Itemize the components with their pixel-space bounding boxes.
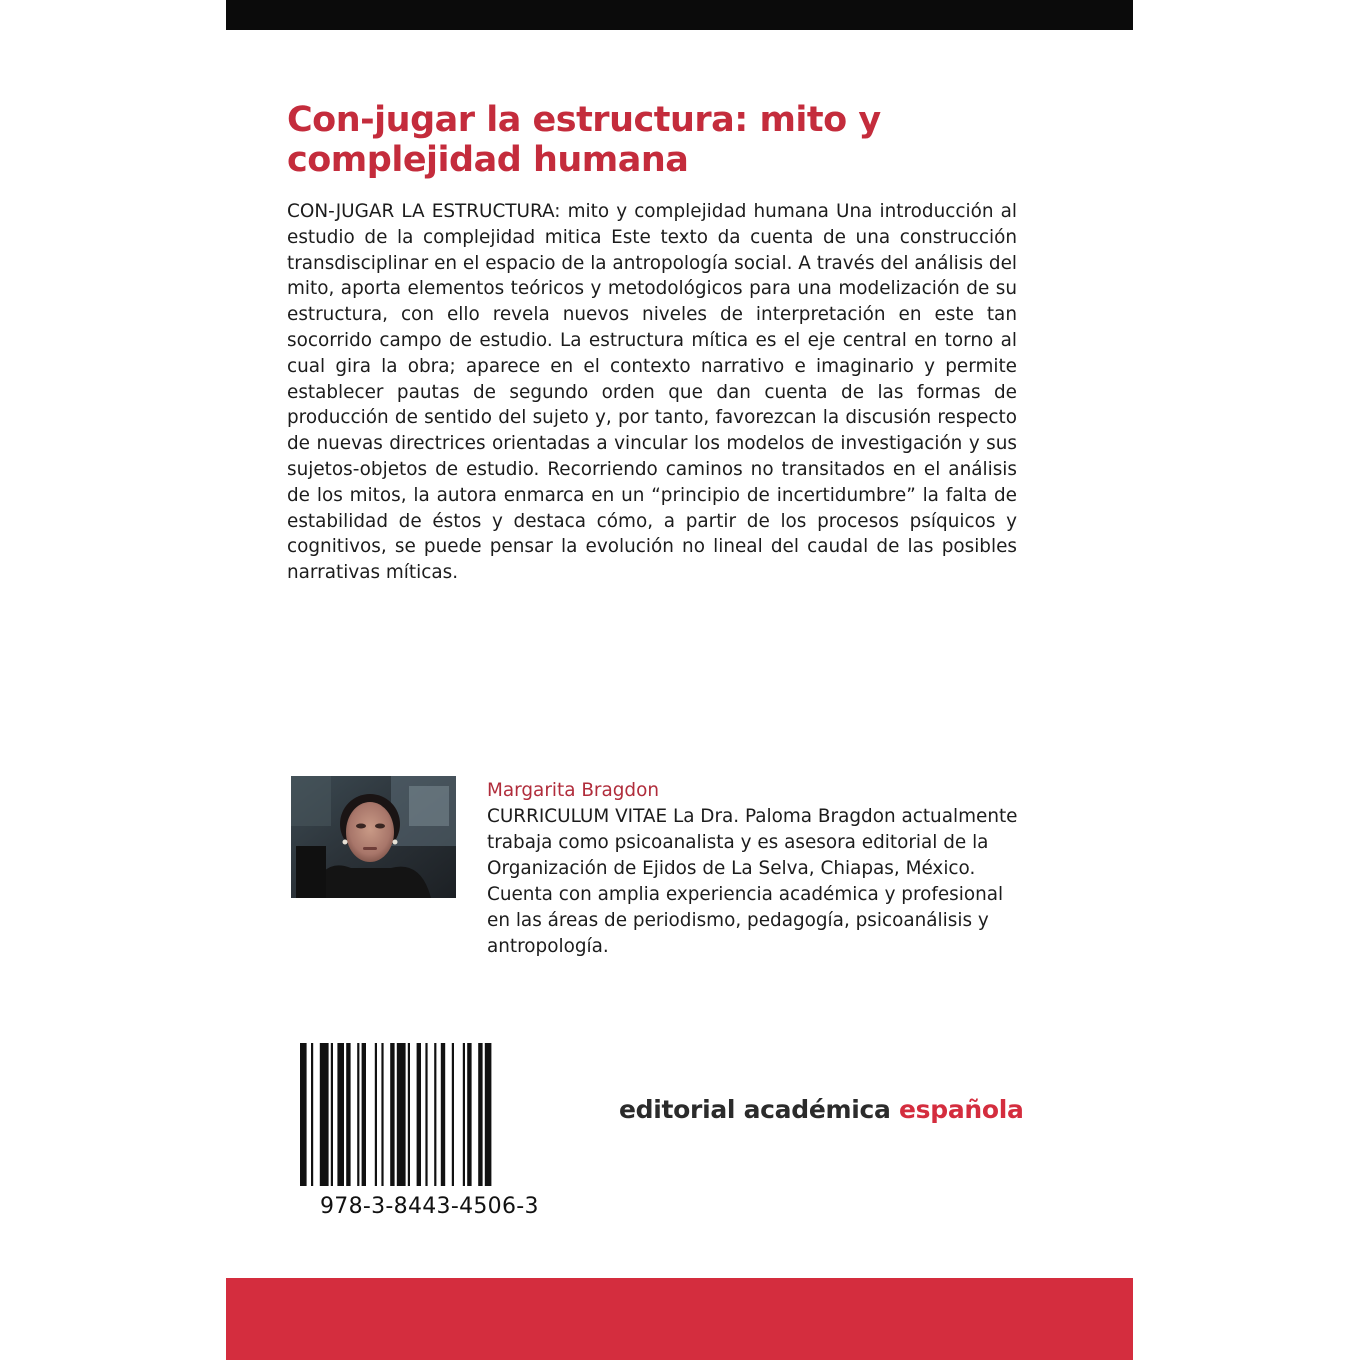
- barcode-bar: [362, 1043, 366, 1186]
- barcode-bar: [337, 1043, 344, 1186]
- barcode-bar: [300, 1043, 307, 1186]
- barcode-bar: [375, 1043, 377, 1186]
- top-black-band: [226, 0, 1133, 30]
- publisher-logo-text: [619, 1095, 1024, 1124]
- barcode-bar: [346, 1043, 350, 1186]
- barcode-bar: [425, 1043, 427, 1186]
- barcode-bar: [408, 1043, 410, 1186]
- author-portrait-image: [291, 776, 456, 898]
- barcode-bar: [390, 1043, 394, 1186]
- barcode-bar: [485, 1043, 492, 1186]
- barcode-bar: [357, 1043, 359, 1186]
- publisher-name-accent: española: [899, 1095, 1024, 1124]
- author-name: Margarita Bragdon: [487, 780, 660, 801]
- isbn-number: 978-3-8443-4506-3: [320, 1194, 539, 1219]
- isbn-barcode: [300, 1043, 566, 1186]
- bottom-red-band: [226, 1278, 1133, 1360]
- barcode-bar: [452, 1043, 454, 1186]
- barcode-bar: [463, 1043, 465, 1186]
- book-title: Con-jugar la estructura: mito y complejidad humana: [287, 100, 881, 180]
- barcode-bar: [434, 1043, 436, 1186]
- book-blurb: CON-JUGAR LA ESTRUCTURA: mito y complejidad humana Una introducción al estudio de la complejidad mitica Este texto da cuenta de una construcción transdisciplinar en el espacio de la antropología social. A través del análisis del mito, aporta elementos teóricos y metodológicos para una modelización de su estructura, con ello revela nuevos niveles de interpretación en este tan socorrido campo de estudio. La estructura mítica es el eje central en torno al cual gira la obra; aparece en el contexto narrativo e imaginario y permite establecer pautas de segundo orden que dan cuenta de las formas de producción de sentido del sujeto y, por tanto, favorezcan la discusión respecto de nuevas directrices orientadas a vincular los modelos de investigación y sus sujetos-objetos de estudio. Recorriendo caminos no transitados en el análisis de los mitos, la autora enmarca en un “principio de incertidumbre” la falta de estabilidad de éstos y destaca cómo, a partir de los procesos psíquicos y cognitivos, se puede pensar la evolución no lineal del caudal de las posibles narrativas míticas.: [287, 201, 1017, 584]
- barcode-bar: [331, 1043, 333, 1186]
- author-bio: CURRICULUM VITAE La Dra. Paloma Bragdon actualmente trabaja como psicoanalista y es asesora editorial de la Organización de Ejidos de La Selva, Chiapas, México. Cuenta con amplia experiencia académica y profesional en las áreas de periodismo, pedagogía, psicoanálisis y antropología.: [487, 806, 1018, 957]
- book-back-cover: [226, 0, 1133, 1360]
- barcode-bar: [478, 1043, 482, 1186]
- barcode-bar: [417, 1043, 421, 1186]
- publisher-name-main: editorial académica: [619, 1095, 891, 1124]
- barcode-bar: [320, 1043, 329, 1186]
- barcode-bar: [311, 1043, 313, 1186]
- barcode-bar: [397, 1043, 406, 1186]
- author-photo: [291, 776, 456, 898]
- barcode-bar: [381, 1043, 383, 1186]
- barcode-bar: [467, 1043, 471, 1186]
- barcode-bar: [441, 1043, 445, 1186]
